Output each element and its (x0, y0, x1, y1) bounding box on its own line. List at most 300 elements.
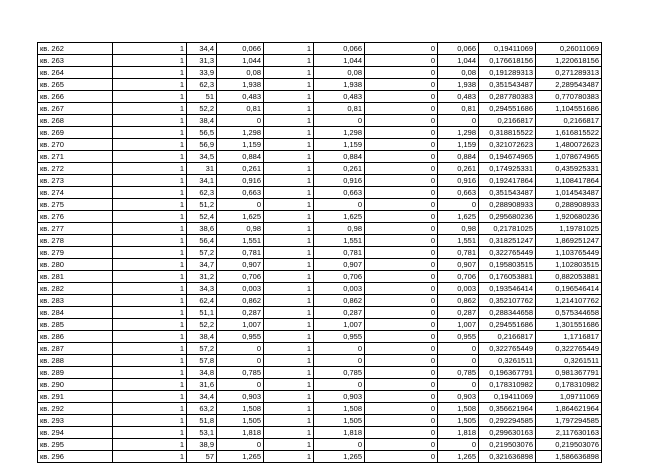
value-cell[interactable]: 0 (217, 439, 264, 451)
value-cell[interactable]: 0,907 (217, 259, 264, 271)
value-cell[interactable]: 1 (113, 391, 187, 403)
value-cell[interactable]: 56,5 (187, 127, 217, 139)
value-cell[interactable]: 0,435925331 (536, 163, 602, 175)
value-cell[interactable]: 1 (264, 355, 314, 367)
value-cell[interactable]: 1 (113, 79, 187, 91)
value-cell[interactable]: 0,981367791 (536, 367, 602, 379)
value-cell[interactable]: 1 (113, 235, 187, 247)
value-cell[interactable]: 1,625 (438, 211, 479, 223)
value-cell[interactable]: 0 (365, 283, 438, 295)
row-label-cell[interactable]: кв. 264 (38, 67, 113, 79)
value-cell[interactable]: 0 (365, 343, 438, 355)
row-label-cell[interactable]: кв. 284 (38, 307, 113, 319)
value-cell[interactable]: 0,770780383 (536, 91, 602, 103)
value-cell[interactable]: 1 (113, 115, 187, 127)
value-cell[interactable]: 1,505 (438, 415, 479, 427)
value-cell[interactable]: 2,289543487 (536, 79, 602, 91)
value-cell[interactable]: 1,007 (217, 319, 264, 331)
row-label-cell[interactable]: кв. 281 (38, 271, 113, 283)
value-cell[interactable]: 1,09711069 (536, 391, 602, 403)
value-cell[interactable]: 0 (365, 127, 438, 139)
value-cell[interactable]: 0,261 (438, 163, 479, 175)
row-label-cell[interactable]: кв. 267 (38, 103, 113, 115)
value-cell[interactable]: 0,916 (438, 175, 479, 187)
value-cell[interactable]: 34,5 (187, 151, 217, 163)
value-cell[interactable]: 0,287 (438, 307, 479, 319)
value-cell[interactable]: 1,103765449 (536, 247, 602, 259)
value-cell[interactable]: 1 (264, 187, 314, 199)
value-cell[interactable]: 0 (365, 451, 438, 463)
value-cell[interactable]: 1,864621964 (536, 403, 602, 415)
value-cell[interactable]: 0 (365, 163, 438, 175)
value-cell[interactable]: 1 (264, 163, 314, 175)
value-cell[interactable]: 0,2166817 (479, 115, 536, 127)
value-cell[interactable]: 38,4 (187, 331, 217, 343)
value-cell[interactable]: 1 (113, 271, 187, 283)
value-cell[interactable]: 0,08 (217, 67, 264, 79)
value-cell[interactable]: 1,551 (217, 235, 264, 247)
value-cell[interactable]: 1,625 (314, 211, 365, 223)
value-cell[interactable]: 0,003 (314, 283, 365, 295)
value-cell[interactable]: 1,159 (217, 139, 264, 151)
value-cell[interactable]: 1 (264, 103, 314, 115)
value-cell[interactable]: 0,81 (217, 103, 264, 115)
value-cell[interactable]: 1,869251247 (536, 235, 602, 247)
value-cell[interactable]: 1 (264, 367, 314, 379)
value-cell[interactable]: 0 (365, 367, 438, 379)
value-cell[interactable]: 1 (264, 211, 314, 223)
row-label-cell[interactable]: кв. 279 (38, 247, 113, 259)
value-cell[interactable]: 1 (113, 67, 187, 79)
value-cell[interactable]: 0,706 (217, 271, 264, 283)
value-cell[interactable]: 0,706 (438, 271, 479, 283)
value-cell[interactable]: 0,288908933 (536, 199, 602, 211)
value-cell[interactable]: 1 (264, 115, 314, 127)
value-cell[interactable]: 1,938 (438, 79, 479, 91)
value-cell[interactable]: 0,271289313 (536, 67, 602, 79)
value-cell[interactable]: 0,903 (314, 391, 365, 403)
value-cell[interactable]: 34,4 (187, 391, 217, 403)
value-cell[interactable]: 0,178310982 (536, 379, 602, 391)
value-cell[interactable]: 0,261 (217, 163, 264, 175)
value-cell[interactable]: 1,586636898 (536, 451, 602, 463)
value-cell[interactable]: 0 (438, 343, 479, 355)
value-cell[interactable]: 0 (365, 223, 438, 235)
value-cell[interactable]: 1 (113, 367, 187, 379)
value-cell[interactable]: 1,265 (438, 451, 479, 463)
value-cell[interactable]: 1 (264, 391, 314, 403)
value-cell[interactable]: 1,298 (438, 127, 479, 139)
value-cell[interactable]: 0 (365, 439, 438, 451)
value-cell[interactable]: 1 (113, 199, 187, 211)
value-cell[interactable]: 0 (365, 259, 438, 271)
row-label-cell[interactable]: кв. 288 (38, 355, 113, 367)
value-cell[interactable]: 0 (365, 391, 438, 403)
row-label-cell[interactable]: кв. 273 (38, 175, 113, 187)
value-cell[interactable]: 0 (365, 91, 438, 103)
value-cell[interactable]: 1,1716817 (536, 331, 602, 343)
value-cell[interactable]: 0 (438, 379, 479, 391)
value-cell[interactable]: 1 (113, 103, 187, 115)
value-cell[interactable]: 63,2 (187, 403, 217, 415)
value-cell[interactable]: 0,21781025 (479, 223, 536, 235)
value-cell[interactable]: 0,191289313 (479, 67, 536, 79)
value-cell[interactable]: 0,98 (217, 223, 264, 235)
value-cell[interactable]: 0,862 (314, 295, 365, 307)
value-cell[interactable]: 0,287780383 (479, 91, 536, 103)
value-cell[interactable]: 1 (264, 259, 314, 271)
value-cell[interactable]: 1 (113, 247, 187, 259)
value-cell[interactable]: 1,818 (438, 427, 479, 439)
value-cell[interactable]: 34,3 (187, 283, 217, 295)
value-cell[interactable]: 0,916 (314, 175, 365, 187)
value-cell[interactable]: 0,066 (314, 43, 365, 55)
value-cell[interactable]: 0,575344658 (536, 307, 602, 319)
value-cell[interactable]: 1,508 (438, 403, 479, 415)
row-label-cell[interactable]: кв. 296 (38, 451, 113, 463)
value-cell[interactable]: 34,8 (187, 367, 217, 379)
value-cell[interactable]: 34,7 (187, 259, 217, 271)
value-cell[interactable]: 38,6 (187, 223, 217, 235)
value-cell[interactable]: 1 (264, 127, 314, 139)
value-cell[interactable]: 1 (113, 319, 187, 331)
value-cell[interactable]: 1,298 (314, 127, 365, 139)
value-cell[interactable]: 51,2 (187, 199, 217, 211)
value-cell[interactable]: 0 (438, 439, 479, 451)
row-label-cell[interactable]: кв. 265 (38, 79, 113, 91)
value-cell[interactable]: 0 (438, 199, 479, 211)
value-cell[interactable]: 34,1 (187, 175, 217, 187)
value-cell[interactable]: 1,508 (314, 403, 365, 415)
value-cell[interactable]: 0 (365, 235, 438, 247)
value-cell[interactable]: 1,818 (217, 427, 264, 439)
value-cell[interactable]: 0,706 (314, 271, 365, 283)
value-cell[interactable]: 0 (365, 199, 438, 211)
value-cell[interactable]: 0 (365, 55, 438, 67)
value-cell[interactable]: 0 (217, 199, 264, 211)
value-cell[interactable]: 0,351543487 (479, 187, 536, 199)
value-cell[interactable]: 0,2166817 (479, 331, 536, 343)
value-cell[interactable]: 0,219503076 (536, 439, 602, 451)
value-cell[interactable]: 1 (264, 283, 314, 295)
value-cell[interactable]: 0 (217, 115, 264, 127)
value-cell[interactable]: 1 (113, 163, 187, 175)
value-cell[interactable]: 1 (113, 187, 187, 199)
value-cell[interactable]: 31,2 (187, 271, 217, 283)
value-cell[interactable]: 1 (264, 307, 314, 319)
value-cell[interactable]: 0,2166817 (536, 115, 602, 127)
value-cell[interactable]: 1 (264, 55, 314, 67)
value-cell[interactable]: 1,220618156 (536, 55, 602, 67)
value-cell[interactable]: 1 (264, 79, 314, 91)
value-cell[interactable]: 0,318251247 (479, 235, 536, 247)
value-cell[interactable]: 0 (365, 79, 438, 91)
value-cell[interactable]: 1 (264, 403, 314, 415)
value-cell[interactable]: 0,3261511 (536, 355, 602, 367)
value-cell[interactable]: 1 (264, 295, 314, 307)
value-cell[interactable]: 0,352107762 (479, 295, 536, 307)
value-cell[interactable]: 1 (113, 43, 187, 55)
value-cell[interactable]: 1,159 (314, 139, 365, 151)
value-cell[interactable]: 0,356621964 (479, 403, 536, 415)
value-cell[interactable]: 0,785 (217, 367, 264, 379)
value-cell[interactable]: 0,321072623 (479, 139, 536, 151)
value-cell[interactable]: 57 (187, 451, 217, 463)
value-cell[interactable]: 0 (365, 271, 438, 283)
value-cell[interactable]: 0,322765449 (479, 343, 536, 355)
value-cell[interactable]: 1 (113, 355, 187, 367)
value-cell[interactable]: 0,781 (314, 247, 365, 259)
value-cell[interactable]: 0 (365, 355, 438, 367)
row-label-cell[interactable]: кв. 274 (38, 187, 113, 199)
value-cell[interactable]: 1 (264, 343, 314, 355)
value-cell[interactable]: 0,176618156 (479, 55, 536, 67)
row-label-cell[interactable]: кв. 283 (38, 295, 113, 307)
value-cell[interactable]: 57,8 (187, 355, 217, 367)
value-cell[interactable]: 0,903 (217, 391, 264, 403)
row-label-cell[interactable]: кв. 285 (38, 319, 113, 331)
row-label-cell[interactable]: кв. 294 (38, 427, 113, 439)
value-cell[interactable]: 53,1 (187, 427, 217, 439)
value-cell[interactable]: 1 (264, 451, 314, 463)
row-label-cell[interactable]: кв. 271 (38, 151, 113, 163)
value-cell[interactable]: 0 (365, 331, 438, 343)
value-cell[interactable]: 0,907 (438, 259, 479, 271)
value-cell[interactable]: 1,797294585 (536, 415, 602, 427)
value-cell[interactable]: 0,322765449 (479, 247, 536, 259)
value-cell[interactable]: 0 (314, 115, 365, 127)
value-cell[interactable]: 0,26011069 (536, 43, 602, 55)
value-cell[interactable]: 0 (365, 115, 438, 127)
value-cell[interactable]: 0,318815522 (479, 127, 536, 139)
value-cell[interactable]: 0 (365, 247, 438, 259)
value-cell[interactable]: 1 (113, 151, 187, 163)
value-cell[interactable]: 56,4 (187, 235, 217, 247)
value-cell[interactable]: 0 (365, 175, 438, 187)
value-cell[interactable]: 0 (365, 295, 438, 307)
row-label-cell[interactable]: кв. 291 (38, 391, 113, 403)
value-cell[interactable]: 0,882053881 (536, 271, 602, 283)
value-cell[interactable]: 1 (113, 403, 187, 415)
value-cell[interactable]: 0,785 (438, 367, 479, 379)
value-cell[interactable]: 0,955 (217, 331, 264, 343)
value-cell[interactable]: 1,265 (314, 451, 365, 463)
value-cell[interactable]: 0,192417864 (479, 175, 536, 187)
value-cell[interactable]: 0,483 (217, 91, 264, 103)
value-cell[interactable]: 0,066 (217, 43, 264, 55)
row-label-cell[interactable]: кв. 286 (38, 331, 113, 343)
value-cell[interactable]: 0,295680236 (479, 211, 536, 223)
value-cell[interactable]: 1 (264, 271, 314, 283)
value-cell[interactable]: 1,480072623 (536, 139, 602, 151)
value-cell[interactable]: 1 (264, 235, 314, 247)
value-cell[interactable]: 1 (113, 439, 187, 451)
row-label-cell[interactable]: кв. 263 (38, 55, 113, 67)
value-cell[interactable]: 1,301551686 (536, 319, 602, 331)
value-cell[interactable]: 0,19411069 (479, 43, 536, 55)
value-cell[interactable]: 51,8 (187, 415, 217, 427)
value-cell[interactable]: 34,4 (187, 43, 217, 55)
value-cell[interactable]: 1,920680236 (536, 211, 602, 223)
row-label-cell[interactable]: кв. 270 (38, 139, 113, 151)
value-cell[interactable]: 1 (264, 439, 314, 451)
value-cell[interactable]: 1,298 (217, 127, 264, 139)
row-label-cell[interactable]: кв. 266 (38, 91, 113, 103)
value-cell[interactable]: 0,066 (438, 43, 479, 55)
value-cell[interactable]: 0 (438, 355, 479, 367)
value-cell[interactable]: 0,916 (217, 175, 264, 187)
value-cell[interactable]: 52,2 (187, 103, 217, 115)
value-cell[interactable]: 52,2 (187, 319, 217, 331)
value-cell[interactable]: 1 (264, 247, 314, 259)
row-label-cell[interactable]: кв. 275 (38, 199, 113, 211)
value-cell[interactable]: 0 (438, 115, 479, 127)
value-cell[interactable]: 1,625 (217, 211, 264, 223)
value-cell[interactable]: 0,663 (314, 187, 365, 199)
value-cell[interactable]: 1,014543487 (536, 187, 602, 199)
value-cell[interactable]: 1,938 (314, 79, 365, 91)
value-cell[interactable]: 1,938 (217, 79, 264, 91)
value-cell[interactable]: 0 (365, 139, 438, 151)
value-cell[interactable]: 1,214107762 (536, 295, 602, 307)
value-cell[interactable]: 1,007 (438, 319, 479, 331)
value-cell[interactable]: 0 (365, 403, 438, 415)
value-cell[interactable]: 1 (264, 139, 314, 151)
value-cell[interactable]: 38,9 (187, 439, 217, 451)
value-cell[interactable]: 1,505 (217, 415, 264, 427)
value-cell[interactable]: 1,616815522 (536, 127, 602, 139)
value-cell[interactable]: 31 (187, 163, 217, 175)
value-cell[interactable]: 31,3 (187, 55, 217, 67)
value-cell[interactable]: 0,176053881 (479, 271, 536, 283)
value-cell[interactable]: 1 (264, 175, 314, 187)
value-cell[interactable]: 1 (113, 211, 187, 223)
value-cell[interactable]: 0,195803515 (479, 259, 536, 271)
value-cell[interactable]: 31,6 (187, 379, 217, 391)
value-cell[interactable]: 1 (264, 331, 314, 343)
value-cell[interactable]: 0 (314, 379, 365, 391)
value-cell[interactable]: 0,322765449 (536, 343, 602, 355)
value-cell[interactable]: 0,193546414 (479, 283, 536, 295)
row-label-cell[interactable]: кв. 262 (38, 43, 113, 55)
value-cell[interactable]: 0,219503076 (479, 439, 536, 451)
value-cell[interactable]: 1 (113, 451, 187, 463)
row-label-cell[interactable]: кв. 272 (38, 163, 113, 175)
value-cell[interactable]: 0,288908933 (479, 199, 536, 211)
value-cell[interactable]: 51 (187, 91, 217, 103)
value-cell[interactable]: 2,117630163 (536, 427, 602, 439)
value-cell[interactable]: 56,9 (187, 139, 217, 151)
value-cell[interactable]: 1,044 (438, 55, 479, 67)
value-cell[interactable]: 33,9 (187, 67, 217, 79)
value-cell[interactable]: 0,955 (438, 331, 479, 343)
value-cell[interactable]: 1 (113, 91, 187, 103)
value-cell[interactable]: 0,19411069 (479, 391, 536, 403)
value-cell[interactable]: 1 (264, 199, 314, 211)
value-cell[interactable]: 0,98 (314, 223, 365, 235)
value-cell[interactable]: 0 (365, 67, 438, 79)
value-cell[interactable]: 0,663 (438, 187, 479, 199)
value-cell[interactable]: 0 (217, 355, 264, 367)
value-cell[interactable]: 1 (264, 223, 314, 235)
value-cell[interactable]: 1,104551686 (536, 103, 602, 115)
row-label-cell[interactable]: кв. 287 (38, 343, 113, 355)
value-cell[interactable]: 0,196367791 (479, 367, 536, 379)
value-cell[interactable]: 1 (113, 427, 187, 439)
value-cell[interactable]: 0,483 (314, 91, 365, 103)
value-cell[interactable]: 0 (314, 355, 365, 367)
value-cell[interactable]: 1 (264, 151, 314, 163)
value-cell[interactable]: 0 (217, 343, 264, 355)
value-cell[interactable]: 0,884 (438, 151, 479, 163)
value-cell[interactable]: 1 (264, 319, 314, 331)
value-cell[interactable]: 0 (365, 379, 438, 391)
value-cell[interactable]: 1,505 (314, 415, 365, 427)
value-cell[interactable]: 0,299630163 (479, 427, 536, 439)
value-cell[interactable]: 0 (217, 379, 264, 391)
value-cell[interactable]: 1 (264, 427, 314, 439)
value-cell[interactable]: 0,287 (217, 307, 264, 319)
value-cell[interactable]: 0 (365, 211, 438, 223)
value-cell[interactable]: 0,294551686 (479, 103, 536, 115)
value-cell[interactable]: 0,884 (314, 151, 365, 163)
value-cell[interactable]: 62,3 (187, 79, 217, 91)
value-cell[interactable]: 0,196546414 (536, 283, 602, 295)
value-cell[interactable]: 1 (113, 295, 187, 307)
value-cell[interactable]: 0,98 (438, 223, 479, 235)
value-cell[interactable]: 57,2 (187, 343, 217, 355)
value-cell[interactable]: 0,907 (314, 259, 365, 271)
value-cell[interactable]: 0 (365, 319, 438, 331)
value-cell[interactable]: 1,102803515 (536, 259, 602, 271)
value-cell[interactable]: 1 (113, 331, 187, 343)
value-cell[interactable]: 1,044 (217, 55, 264, 67)
row-label-cell[interactable]: кв. 293 (38, 415, 113, 427)
value-cell[interactable]: 0,321636898 (479, 451, 536, 463)
value-cell[interactable]: 0,81 (314, 103, 365, 115)
value-cell[interactable]: 0,955 (314, 331, 365, 343)
value-cell[interactable]: 1,078674965 (536, 151, 602, 163)
value-cell[interactable]: 0 (314, 343, 365, 355)
value-cell[interactable]: 0 (365, 307, 438, 319)
value-cell[interactable]: 0,194674965 (479, 151, 536, 163)
value-cell[interactable]: 0,178310982 (479, 379, 536, 391)
value-cell[interactable]: 0,08 (438, 67, 479, 79)
value-cell[interactable]: 62,3 (187, 187, 217, 199)
value-cell[interactable]: 0,003 (217, 283, 264, 295)
value-cell[interactable]: 0,003 (438, 283, 479, 295)
value-cell[interactable]: 0 (365, 151, 438, 163)
value-cell[interactable]: 1 (264, 43, 314, 55)
value-cell[interactable]: 0,781 (217, 247, 264, 259)
value-cell[interactable]: 0,862 (217, 295, 264, 307)
value-cell[interactable]: 0,288344658 (479, 307, 536, 319)
value-cell[interactable]: 1,108417864 (536, 175, 602, 187)
row-label-cell[interactable]: кв. 277 (38, 223, 113, 235)
value-cell[interactable]: 0,81 (438, 103, 479, 115)
value-cell[interactable]: 0 (314, 439, 365, 451)
value-cell[interactable]: 0 (365, 187, 438, 199)
value-cell[interactable]: 1,551 (438, 235, 479, 247)
value-cell[interactable]: 1 (113, 127, 187, 139)
value-cell[interactable]: 1,19781025 (536, 223, 602, 235)
value-cell[interactable]: 0,3261511 (479, 355, 536, 367)
value-cell[interactable]: 1 (113, 175, 187, 187)
value-cell[interactable]: 0 (365, 427, 438, 439)
row-label-cell[interactable]: кв. 290 (38, 379, 113, 391)
row-label-cell[interactable]: кв. 295 (38, 439, 113, 451)
value-cell[interactable]: 1 (113, 379, 187, 391)
